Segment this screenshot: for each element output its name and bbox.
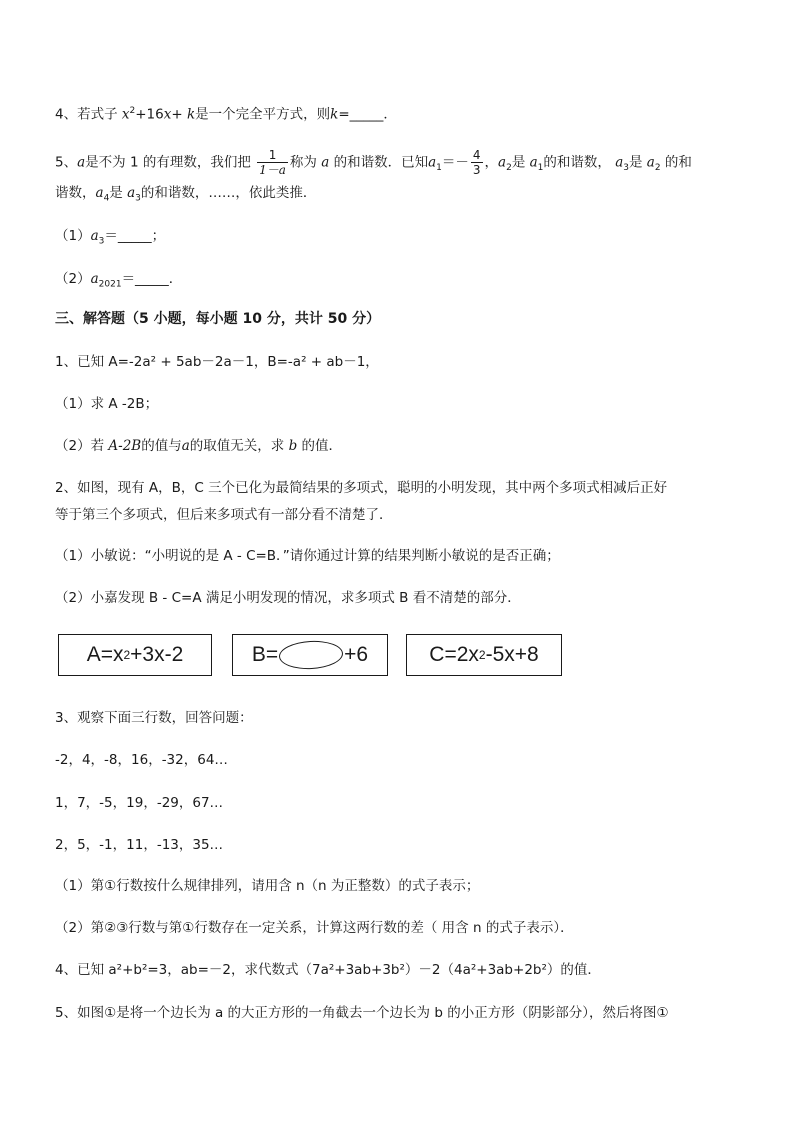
solve-2-line-1: 2、如图，现有 A，B，C 三个已化为最简结果的多项式，聪明的小明发现，其中两个多项式相减后正好 [55,480,668,496]
question-5-part-1: $(1)a_3=\_\_\_\_\_$； [55,228,166,247]
solve-1-part-2: （2）若 A-2B的值与a的取值无关，求 b 的值． [55,438,343,454]
polynomial-box-b: B= +6 [232,634,388,676]
solve-3-row-3: 2，5，-1，11，-13，35… [55,837,224,853]
section-3-heading: 三、解答题（5 小题，每小题 10 分，共计 50 分） [55,311,381,327]
solve-2-part-2: （2）小嘉发现 B - C=A 满足小明发现的情况，求多项式 B 看不清楚的部分． [55,590,521,606]
solve-3-part-2: （2）第②③行数与第①行数存在一定关系，计算这两行数的差（ 用含 n 的式子表示）． [55,920,574,936]
solve-3-part-1: （1）第①行数按什么规律排列，请用含 n（n 为正整数）的式子表示； [55,878,480,894]
harmonic-fraction: $\frac{1}{1-a}$ [259,148,286,177]
polynomial-box-a: A=x 2 +3x-2 [58,634,212,676]
solve-3-intro: 3、观察下面三行数，回答问题： [55,710,253,726]
polynomial-box-c: C=2x 2 -5x+8 [406,634,562,676]
question-5-line-2: 谐数，$a_4$是 $a_3$的和谐数，……，依此类推． [55,185,317,204]
question-5-line-1: 5、a是不为 1 的有理数，我们把 $\frac{1}{1-a}$ 称为 a 的和谐数．已知$a_1=-$ $\frac{4}{3}$ ，$a_2$是 $a_1$的和谐数， $a_3$是 $a_2$ 的和 [55,148,692,177]
solve-5: 5、如图①是将一个边长为 a 的大正方形的一角截去一个边长为 b 的小正方形（阴影部分），然后将图① [55,1005,669,1021]
solve-1-part-1: （1）求 A -2B； [55,396,159,412]
solve-4: 4、已知 a²+b²=3，ab=－2，求代数式（7a²+3ab+3b²）－2（4a²+3ab+2b²）的值． [55,962,601,978]
solve-2-part-1: （1）小敏说：“小明说的是 A - C=B．”请你通过计算的结果判断小敏说的是否正确； [55,548,560,564]
solve-1: 1、已知 A=-2a² + 5ab－2a－1，B=-a² + ab－1， [55,354,379,370]
solve-3-row-2: 1，7，-5，19，-29，67… [55,795,224,811]
solve-2-line-2: 等于第三个多项式，但后来多项式有一部分看不清楚了． [55,507,393,523]
a1-fraction: $\frac{4}{3}$ [472,148,481,177]
solve-3-row-1: -2，4，-8，16，-32，64… [55,752,228,768]
obscured-blob [278,639,343,670]
question-5-part-2: $(2)a_{2021}=\_\_\_\_\_$． [55,271,183,290]
question-4: 4、若式子 $x^2+16x+ k$是一个完全平方式，则k=_____． [55,106,397,123]
